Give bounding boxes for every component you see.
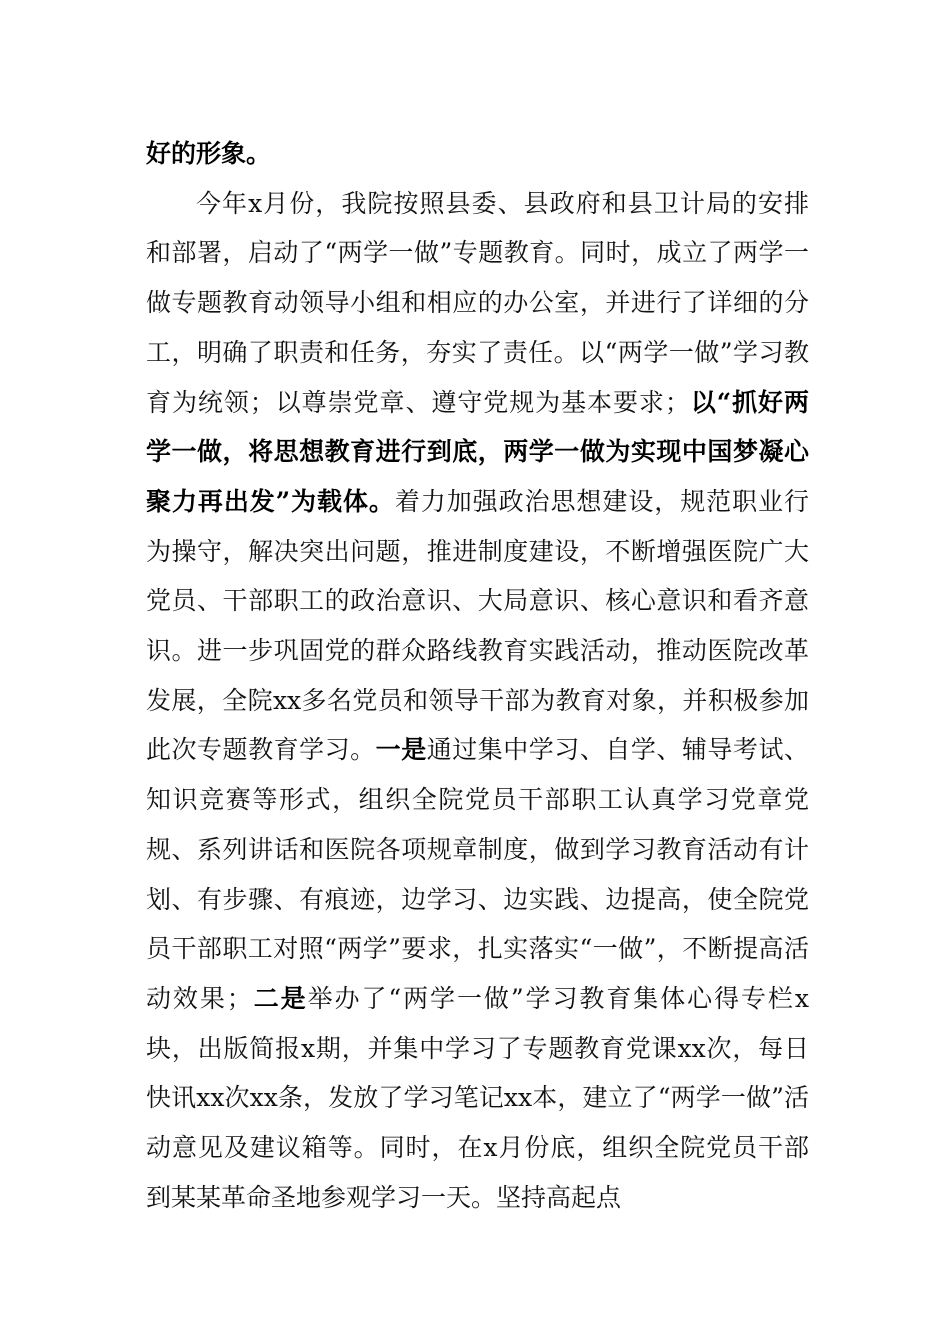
bold-marker-first: 一是 [375,735,427,765]
text-segment: 举办了“两学一做”学习教育集体心得专栏x块，出版简报x期，并集中学习了专题教育党课xx次，每日快讯xx次xx条，发放了学习笔记xx本，建立了“两学一做”活动意见及建议箱等。同时，在x月份底，组织全院党员干部到某某革命圣地参观学习一天。坚持高起点 [146,983,809,1212]
document-body [146,129,809,1222]
text-segment: 着力加强政治思想建设，规范职业行为操守，解决突出问题，推进制度建设，不断增强医院广大党员、干部职工的政治意识、大局意识、核心意识和看齐意识。进一步巩固党的群众路线教育实践活动，推动医院改革发展，全院xx多名党员和领导干部为教育对象，并积极参加此次专题教育学习。 [146,486,809,765]
paragraph-main [146,179,809,1223]
heading-tail: 好的形象。 [146,139,272,168]
bold-marker-second: 二是 [251,983,308,1013]
text-segment: 通过集中学习、自学、辅导考试、知识竞赛等形式，组织全院党员干部职工认真学习党章党规、系列讲话和医院各项规章制度，做到学习教育活动有计划、有步骤、有痕迹，边学习、边实践、边提高，使全院党员干部职工对照“两学”要求，扎实落实“一做”，不断提高活动效果； [146,735,809,1013]
text-segment: 今年x月份，我院按照县委、县政府和县卫计局的安排和部署，启动了“两学一做”专题教育。同时，成立了两学一做专题教育动领导小组和相应的办公室，并进行了详细的分工，明确了职责和任务，夯实了责任。以“两学一做”学习教育为统领；以尊崇党章、遵守党规为基本要求； [146,188,809,417]
bold-segment: 以“抓好两学一做，将思想教育进行到底，两学一做为实现中国梦凝心聚力再出发”为载体。 [146,387,809,516]
paragraph-continuation [146,129,809,179]
